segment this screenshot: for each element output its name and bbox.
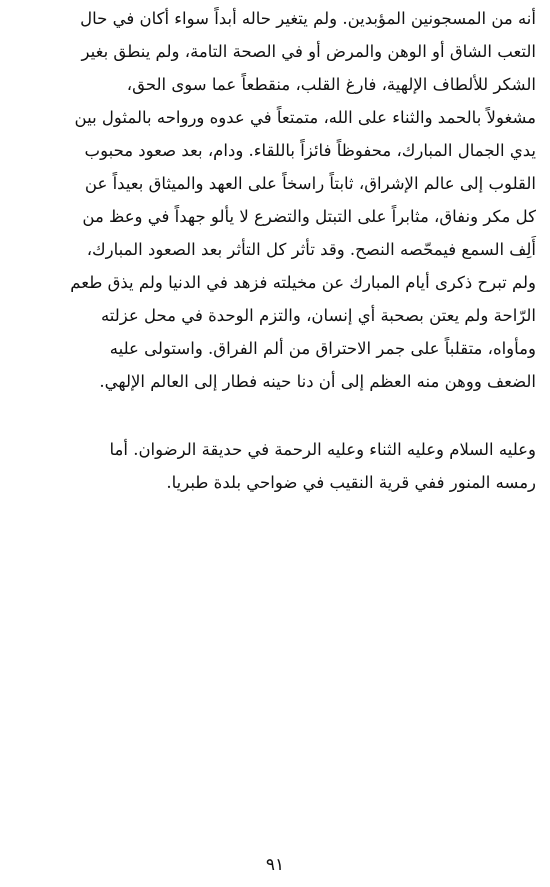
- page-number: ٩١: [265, 855, 285, 875]
- text-line: التعب الشاق أو الوهن والمرض أو في الصحة التامة، ولم ينطق بغير: [81, 42, 536, 61]
- text-line: الضعف ووهن منه العظم إلى أن دنا حينه فطار إلى العالم الإلهي.: [99, 372, 536, 391]
- text-line: الرّاحة ولم يعتن بصحبة أي إنسان، والتزم الوحدة في محل عزلته: [100, 306, 536, 325]
- text-line: الشكر للألطاف الإلهية، فارغ القلب، منقطعاً عما سوى الحق،: [126, 75, 536, 94]
- paragraph-main: [8, 2, 536, 398]
- text-line: كل مكر ونفاق، مثابراً على التبتل والتضرع لا يألو جهداً في وعظ من: [82, 207, 536, 226]
- text-line: ومأواه، متقلباً على جمر الاحتراق من ألم الفراق. واستولى عليه: [109, 339, 536, 358]
- text-line: القلوب إلى عالم الإشراق، ثابتاً راسخاً على العهد والميثاق بعيداً عن: [84, 174, 536, 193]
- text-line: مشغولاً بالحمد والثناء على الله، متمتعاً في عدوه ورواحه بالمثول بين: [74, 108, 536, 127]
- text-line: وعليه السلام وعليه الثناء وعليه الرحمة في حديقة الرضوان. أما: [109, 440, 536, 459]
- text-line: ولم تبرح ذكرى أيام المبارك عن مخيلته فزهد في الدنيا ولم يذق طعم: [70, 273, 536, 292]
- text-line: أَلِف السمع فيمحّصه النصح. وقد تأثر كل التأثر بعد الصعود المبارك،: [86, 240, 536, 259]
- text-line: يدي الجمال المبارك، محفوظاً فائزاً باللقاء. ودام، بعد صعود محبوب: [84, 141, 536, 160]
- text-line: رمسه المنور ففي قرية النقيب في ضواحي بلدة طبريا.: [166, 473, 536, 492]
- text-line: أنه من المسجونين المؤبدين. ولم يتغير حاله أبداً سواء أكان في حال: [80, 9, 536, 28]
- paragraph-closing: [8, 433, 536, 499]
